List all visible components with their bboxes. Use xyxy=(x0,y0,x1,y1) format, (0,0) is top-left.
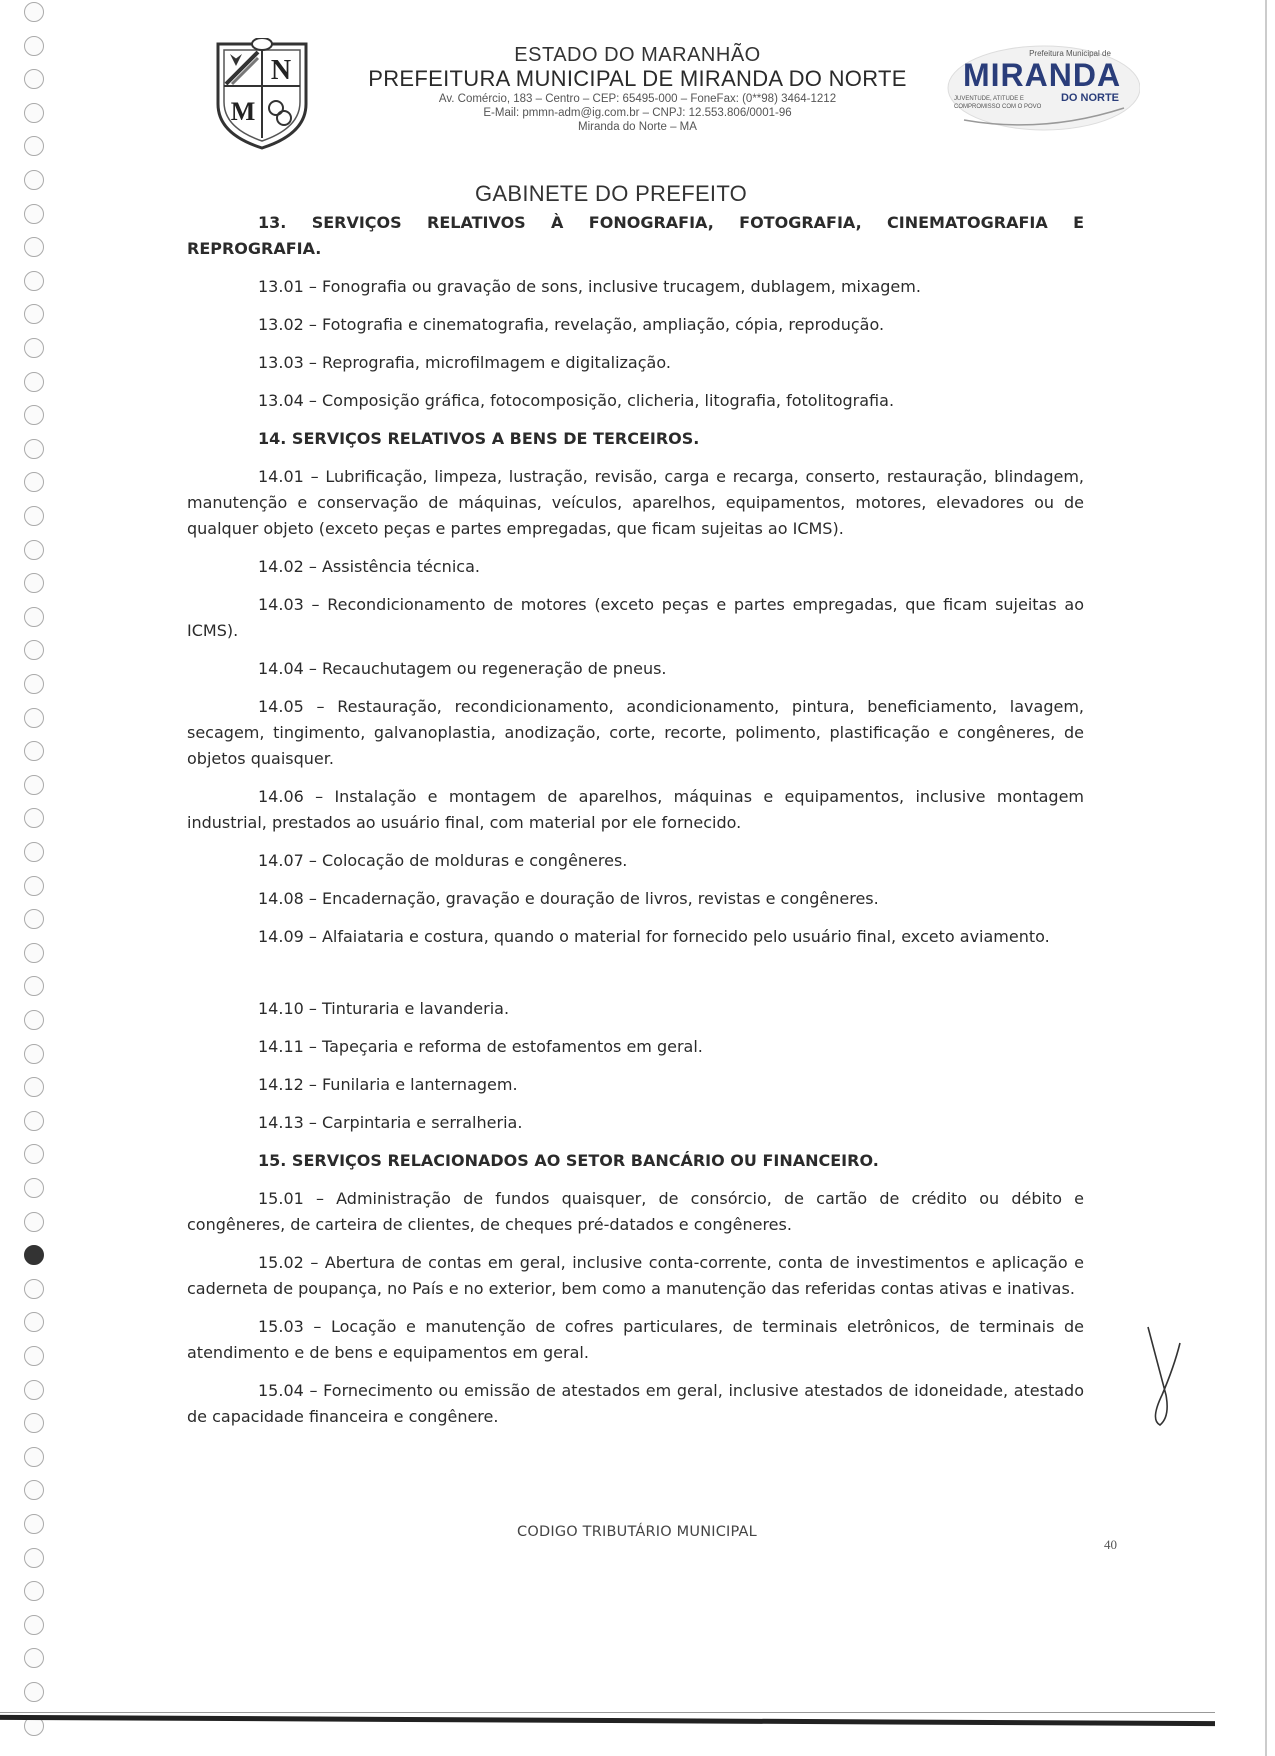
binding-hole xyxy=(24,1010,44,1030)
binding-hole xyxy=(24,1279,44,1299)
page-bottom-shadow xyxy=(0,1715,1215,1726)
office-title: GABINETE DO PREFEITO xyxy=(475,181,748,206)
binding-hole xyxy=(24,640,44,660)
binding-hole xyxy=(24,540,44,560)
service-item: 14.09 – Alfaiataria e costura, quando o material for fornecido pelo usuário final, exceto aviamento. xyxy=(258,927,1050,946)
binding-hole xyxy=(24,708,44,728)
service-item: 14.11 – Tapeçaria e reforma de estofamentos em geral. xyxy=(258,1037,703,1056)
binding-hole xyxy=(24,1480,44,1500)
document-body xyxy=(187,210,1084,1442)
page-bottom-edge xyxy=(0,1712,1215,1713)
address-line-1: Av. Comércio, 183 – Centro – CEP: 65495-000 – FoneFax: (0**98) 3464-1212 xyxy=(438,93,837,105)
crest-letter-m: M xyxy=(230,97,256,126)
binding-hole xyxy=(24,1682,44,1702)
binding-hole xyxy=(24,607,44,627)
binding-hole xyxy=(24,372,44,392)
binding-hole xyxy=(24,909,44,929)
binding-hole xyxy=(24,1615,44,1635)
binding-hole xyxy=(24,1346,44,1366)
binding-hole xyxy=(24,1178,44,1198)
service-item: 14.03 – Recondicionamento de motores (exceto peças e partes empregadas, que ficam sujeitas ao ICMS). xyxy=(187,595,1084,640)
logo-main-text: MIRANDA xyxy=(962,57,1122,93)
section-heading: 13. SERVIÇOS RELATIVOS À FONOGRAFIA, FOTOGRAFIA, CINEMATOGRAFIA E REPROGRAFIA. xyxy=(187,213,1084,258)
service-item: 14.10 – Tinturaria e lavanderia. xyxy=(258,999,510,1018)
binding-hole xyxy=(24,237,44,257)
binding-hole xyxy=(24,338,44,358)
service-item: 14.05 – Restauração, recondicionamento, acondicionamento, pintura, beneficiamento, lavagem, secagem, tingimento, galvanoplastia, anodização, corte, recorte, polimento, plastificação e congêneres, de objetos quaisquer. xyxy=(187,697,1084,768)
address-line-2: E-Mail: pmmn-adm@ig.com.br – CNPJ: 12.553.806/0001-96 xyxy=(483,107,792,119)
page-number: 40 xyxy=(1104,1537,1117,1552)
binding-hole xyxy=(24,170,44,190)
address-line-3: Miranda do Norte – MA xyxy=(578,121,697,133)
binding-hole xyxy=(24,1581,44,1601)
service-item: 14.08 – Encadernação, gravação e douração de livros, revistas e congêneres. xyxy=(258,889,879,908)
footer-title: CODIGO TRIBUTÁRIO MUNICIPAL xyxy=(517,1524,757,1540)
service-item: 14.01 – Lubrificação, limpeza, lustração, revisão, carga e recarga, conserto, restauração, blindagem, manutenção e conservação de máquinas, veículos, aparelhos, equipamentos, motores, elevadores ou de qualquer objeto (exceto peças e partes empregadas, que ficam sujeitas ao ICMS). xyxy=(187,467,1084,538)
binding-hole xyxy=(24,741,44,761)
service-item: 14.12 – Funilaria e lanternagem. xyxy=(258,1075,518,1094)
binding-hole xyxy=(24,1548,44,1568)
service-item: 15.02 – Abertura de contas em geral, inclusive conta-corrente, conta de investimentos e aplicação e caderneta de poupança, no País e no exterior, bem como a manutenção das referidas contas ativas e inativas. xyxy=(187,1253,1084,1298)
logo-sub-text: DO NORTE xyxy=(1060,92,1119,104)
binding-hole xyxy=(24,103,44,123)
binding-hole xyxy=(24,204,44,224)
binding-hole xyxy=(24,136,44,156)
service-item: 13.03 – Reprografia, microfilmagem e digitalização. xyxy=(258,353,671,372)
binding-hole xyxy=(24,943,44,963)
page-edge xyxy=(1265,0,1267,1756)
crest-letter-n: N xyxy=(270,55,292,86)
binding-hole xyxy=(24,876,44,896)
prefecture-name: PREFEITURA MUNICIPAL DE MIRANDA DO NORTE xyxy=(368,66,907,91)
binding-hole xyxy=(24,472,44,492)
binding-hole xyxy=(24,1044,44,1064)
service-item: 14.07 – Colocação de molduras e congêneres. xyxy=(258,851,628,870)
service-item: 14.02 – Assistência técnica. xyxy=(258,557,480,576)
binding-hole xyxy=(24,271,44,291)
binding-hole xyxy=(24,1413,44,1433)
state-name: ESTADO DO MARANHÃO xyxy=(514,44,761,66)
signature-mark-icon xyxy=(1140,1325,1185,1430)
service-item: 13.04 – Composição gráfica, fotocomposição, clicheria, litografia, fotolitografia. xyxy=(258,391,895,410)
municipal-crest-icon xyxy=(212,38,312,150)
service-item: 14.06 – Instalação e montagem de aparelhos, máquinas e equipamentos, inclusive montagem industrial, prestados ao usuário final, com material por ele fornecido. xyxy=(187,787,1084,832)
service-item: 13.02 – Fotografia e cinematografia, revelação, ampliação, cópia, reprodução. xyxy=(258,315,885,334)
binding-hole xyxy=(24,976,44,996)
binding-hole xyxy=(24,573,44,593)
binding-hole xyxy=(24,36,44,56)
blank-gap xyxy=(187,962,1084,996)
service-item: 13.01 – Fonografia ou gravação de sons, inclusive trucagem, dublagem, mixagem. xyxy=(258,277,921,296)
binding-hole xyxy=(24,1245,44,1265)
binding-hole xyxy=(24,1380,44,1400)
binding-hole xyxy=(24,506,44,526)
spiral-binding xyxy=(20,0,50,1756)
section-heading: 14. SERVIÇOS RELATIVOS A BENS DE TERCEIROS. xyxy=(258,429,700,448)
binding-hole xyxy=(24,2,44,22)
binding-hole xyxy=(24,439,44,459)
service-item: 14.13 – Carpintaria e serralheria. xyxy=(258,1113,523,1132)
binding-hole xyxy=(24,842,44,862)
binding-hole xyxy=(24,1514,44,1534)
binding-hole xyxy=(24,808,44,828)
section-heading: 15. SERVIÇOS RELACIONADOS AO SETOR BANCÁRIO OU FINANCEIRO. xyxy=(258,1151,879,1170)
binding-hole xyxy=(24,1212,44,1232)
logo-tagline-1: JUVENTUDE, ATITUDE E xyxy=(954,96,1024,102)
service-item: 15.04 – Fornecimento ou emissão de atestados em geral, inclusive atestados de idoneidade, atestado de capacidade financeira e congênere. xyxy=(187,1381,1084,1426)
binding-hole xyxy=(24,1111,44,1131)
binding-hole xyxy=(24,1447,44,1467)
binding-hole xyxy=(24,1312,44,1332)
letterhead xyxy=(325,44,950,134)
binding-hole xyxy=(24,1648,44,1668)
binding-hole xyxy=(24,1077,44,1097)
binding-hole xyxy=(24,405,44,425)
service-item: 15.01 – Administração de fundos quaisquer, de consórcio, de cartão de crédito ou débito e congêneres, de carteira de clientes, de cheques pré-datados e congêneres. xyxy=(187,1189,1084,1234)
logo-top-text: Prefeitura Municipal de xyxy=(1029,49,1111,58)
logo-tagline-2: COMPROMISSO COM O POVO xyxy=(954,104,1042,110)
service-item: 15.03 – Locação e manutenção de cofres particulares, de terminais eletrônicos, de terminais de atendimento e de bens e equipamentos em geral. xyxy=(187,1317,1084,1362)
binding-hole xyxy=(24,69,44,89)
binding-hole xyxy=(24,1144,44,1164)
binding-hole xyxy=(24,674,44,694)
binding-hole xyxy=(24,775,44,795)
binding-hole xyxy=(24,304,44,324)
miranda-logo-icon xyxy=(944,38,1140,138)
service-item: 14.04 – Recauchutagem ou regeneração de pneus. xyxy=(258,659,667,678)
